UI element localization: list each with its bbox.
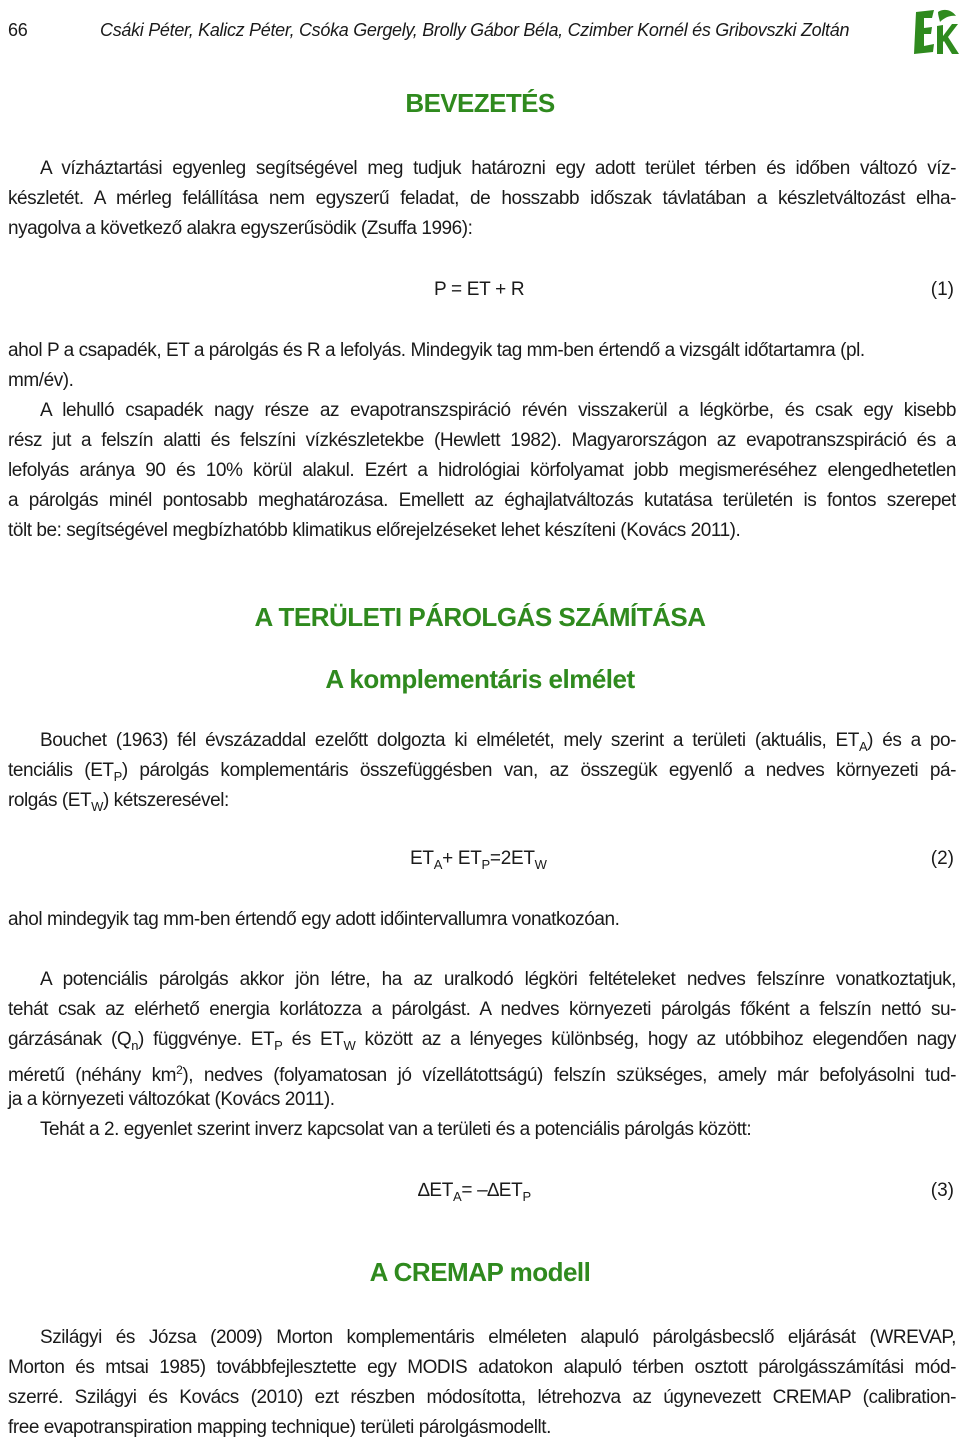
complementary-paragraph	[8, 726, 956, 822]
text-line: rolgás $(ET_W)$ kétszeresével:	[8, 790, 229, 814]
text-line: Bouchet (1963) fél évszázaddal ezelőtt dolgozta ki elméletét, mely szerint a területi (aktuális, $ET_A$) és a po-	[40, 730, 956, 754]
text-line: free evapotranspiration mapping technique) területi párolgásmodellt.	[8, 1417, 551, 1438]
equation-body: $\Delta ET_A= -\Delta ET_P$	[418, 1180, 531, 1204]
equation-1	[0, 279, 960, 311]
subsection-heading-complementary: A komplementáris elmélet	[325, 664, 635, 694]
text-line: gárzásának $(Q_n)$ függvénye. $ET_P$ és $ET_W$ között az a lényeges különbség, hogy az utóbbihoz elegendően nagy	[8, 1029, 956, 1053]
text-line: Morton és mtsai 1985) továbbfejlesztette egy MODIS adatokon alapuló térben osztott párolgásszámítási mód-	[8, 1357, 956, 1378]
text-line: méretű (néhány $km^2$), nedves (folyamatosan jó vízellátottságú) felszín szükséges, amely már befolyásolni tud-	[8, 1063, 956, 1085]
equation-2-note	[8, 905, 956, 935]
equation-body: $ET_A+ ET_P=2ET_W$	[410, 848, 547, 872]
text-line: lefolyás aránya 90 és 10% körül alakul. Ezért a hidrológiai körfolyamat jobb megismeréséhez elengedhetetlen	[8, 460, 956, 481]
text-line: készletét. A mérleg felállítása nem egyszerű feladat, de hosszabb időszak távlatában a készletváltozást elha-	[8, 188, 956, 209]
running-title: Csáki Péter, Kalicz Péter, Csóka Gergely, Brolly Gábor Béla, Czimber Kornél és Gribovszki Zoltán	[100, 20, 850, 40]
equation-number: (3)	[930, 1180, 954, 1201]
intro-paragraph	[8, 154, 956, 244]
definition-paragraph	[8, 336, 956, 546]
equation-2	[0, 848, 960, 880]
potential-paragraph	[8, 965, 956, 1145]
text-line: A lehulló csapadék nagy része az evapotranszspiráció révén visszakerül a légkörbe, és csak egy kisebb	[40, 400, 956, 421]
text-line: ahol P a csapadék, ET a párolgás és R a lefolyás. Mindegyik tag mm-ben értendő a vizsgált időtartamra (pl.	[8, 340, 865, 361]
text-line: nyagolva a következő alakra egyszerűsödik (Zsuffa 1996):	[8, 218, 473, 239]
text-line: Tehát a 2. egyenlet szerint inverz kapcsolat van a területi és a potenciális párolgás között:	[40, 1119, 752, 1140]
page-number: 66	[8, 20, 28, 40]
text-line: rész jut a felszín alatti és felszíni vízkészletekbe (Hewlett 1982). Magyarországon az evapotranszspiráció és a	[8, 430, 956, 451]
page-header	[0, 0, 960, 64]
publisher-logo	[908, 6, 960, 58]
equation-3	[0, 1180, 960, 1212]
text-line: szerré. Szilágyi és Kovács (2010) ezt részben módosította, létrehozva az úgynevezett CREMAP (calibration-	[8, 1387, 956, 1408]
text-line: A potenciális párolgás akkor jön létre, ha az uralkodó légköri feltételeket nedves felszínre vonatkoztatjuk,	[40, 969, 956, 990]
equation-number: (1)	[930, 279, 954, 300]
cremap-paragraph	[8, 1323, 956, 1443]
text-line: a párolgás minél pontosabb meghatározása. Emellett az éghajlatváltozás kutatása területén is fontos szerepet	[8, 490, 956, 511]
text-line: tenciális $(ET_P)$ párolgás komplementáris összefüggésben van, az összegük egyenlő a nedves környezeti pá-	[8, 760, 956, 784]
text-line: ahol mindegyik tag mm-ben értendő egy adott időintervallumra vonatkozóan.	[8, 909, 620, 930]
section-heading-introduction: BEVEZETÉS	[405, 88, 555, 118]
equation-number: (2)	[930, 848, 954, 869]
text-line: tehát csak az elérhető energia korlátozza a párolgást. A nedves környezeti párolgás főként a felszín nettó su-	[8, 999, 956, 1020]
text-line: A vízháztartási egyenleg segítségével meg tudjuk határozni egy adott terület térben és időben változó víz-	[40, 158, 956, 179]
text-line: Szilágyi és Józsa (2009) Morton komplementáris elméleten alapuló párolgásbecslő eljárását (WREVAP,	[40, 1327, 956, 1348]
text-line: ja a környezeti változókat (Kovács 2011).	[8, 1089, 335, 1110]
text-line: tölt be: segítségével megbízhatóbb klimatikus előrejelzéseket lehet készíteni (Kovács 2011).	[8, 520, 741, 541]
equation-body: P = ET + R	[434, 279, 525, 300]
text-line: mm/év).	[8, 370, 74, 391]
subsection-heading-cremap: A CREMAP modell	[369, 1257, 591, 1287]
section-heading-main: A TERÜLETI PÁROLGÁS SZÁMÍTÁSA	[254, 602, 706, 632]
